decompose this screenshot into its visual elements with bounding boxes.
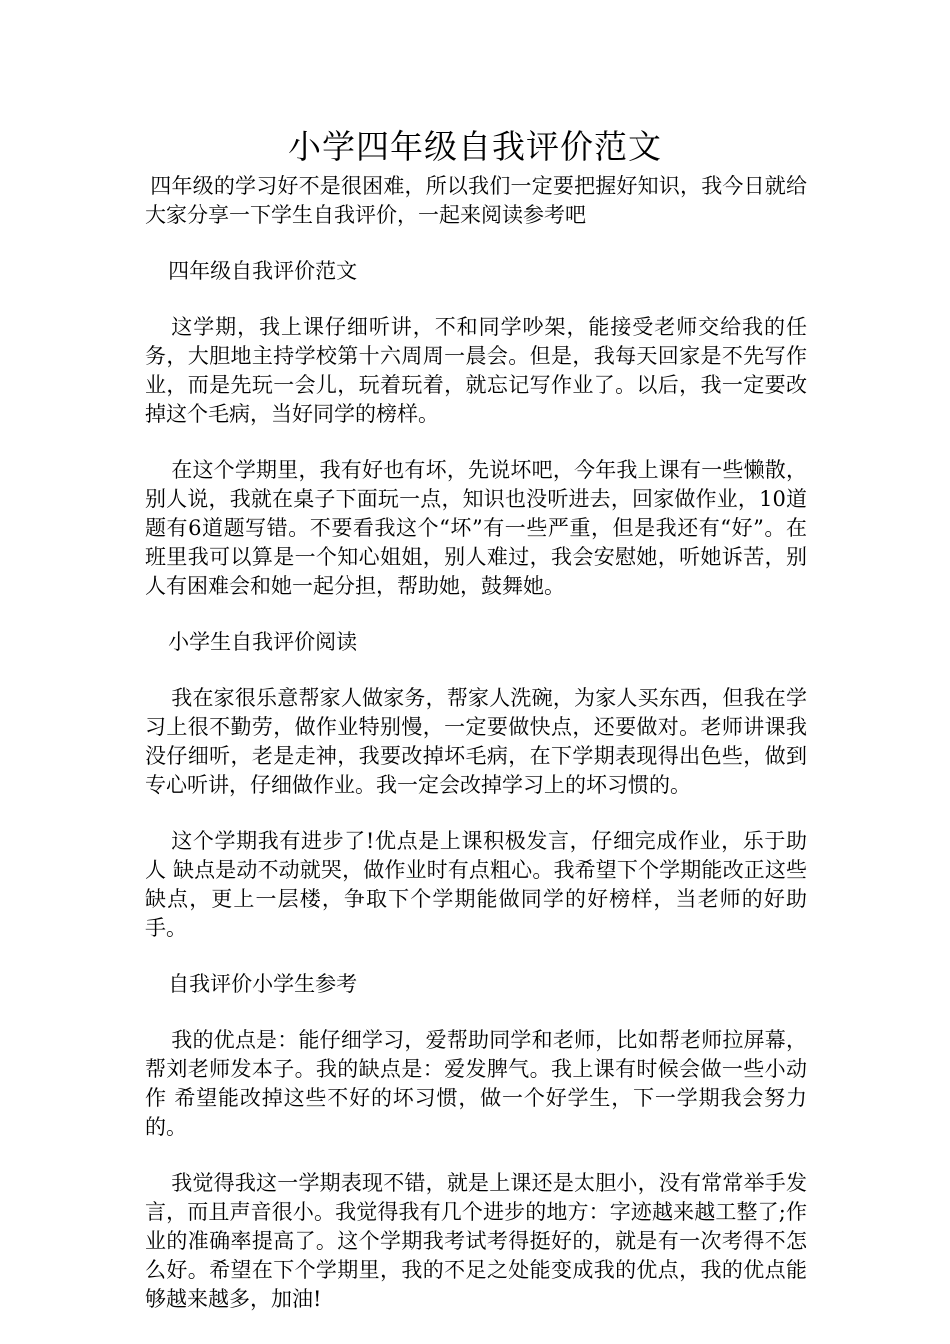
section-paragraph: 这个学期我有进步了!优点是上课积极发言，仔细完成作业，乐于助人 缺点是动不动就哭，做作业时有点粗心。我希望下个学期能改正这些缺点，更上一层楼，争取下个学期能做同学的好榜样，当老师的好助手。 (145, 829, 807, 940)
section-heading: 四年级自我评价范文 (168, 259, 358, 283)
intro-paragraph: 四年级的学习好不是很困难，所以我们一定要把握好知识，我今日就给大家分享一下学生自我评价，一起来阅读参考吧 (145, 174, 807, 227)
section-paragraph: 在这个学期里，我有好也有坏，先说坏吧，今年我上课有一些懒散，别人说，我就在桌子下面玩一点，知识也没听进去，回家做作业，10道题有6道题写错。不要看我这个“坏”有一些严重，但是我还有“好”。在班里我可以算是一个知心姐姐，别人难过，我会安慰她，听她诉苦，别人有困难会和她一起分担，帮助她，鼓舞她。 (145, 458, 807, 598)
section-heading: 小学生自我评价阅读 (168, 630, 358, 654)
section-paragraph: 我的优点是：能仔细学习，爱帮助同学和老师，比如帮老师拉屏幕，帮刘老师发本子。我的缺点是：爱发脾气。我上课有时候会做一些小动作 希望能改掉这些不好的坏习惯，做一个好学生，下一学期我会努力的。 (145, 1028, 807, 1139)
document-body (145, 172, 807, 1314)
section-paragraph: 这学期，我上课仔细听讲，不和同学吵架，能接受老师交给我的任务，大胆地主持学校第十六周周一晨会。但是，我每天回家是不先写作业，而是先玩一会儿，玩着玩着，就忘记写作业了。以后，我一定要改掉这个毛病，当好同学的榜样。 (145, 315, 807, 426)
section-paragraph: 我在家很乐意帮家人做家务，帮家人洗碗，为家人买东西，但我在学习上很不勤劳，做作业特别慢，一定要做快点，还要做对。老师讲课我没仔细听，老是走神，我要改掉坏毛病，在下学期表现得出色些，做到专心听讲，仔细做作业。我一定会改掉学习上的坏习惯的。 (145, 686, 807, 797)
document-title: 小学四年级自我评价范文 (288, 127, 662, 166)
section-paragraph: 我觉得我这一学期表现不错，就是上课还是太胆小，没有常常举手发言，而且声音很小。我觉得我有几个进步的地方：字迹越来越工整了;作业的准确率提高了。这个学期我考试考得挺好的，就是有一次考得不怎么好。希望在下个学期里，我的不足之处能变成我的优点，我的优点能够越来越多，加油! (145, 1171, 807, 1311)
section-heading: 自我评价小学生参考 (168, 972, 358, 996)
